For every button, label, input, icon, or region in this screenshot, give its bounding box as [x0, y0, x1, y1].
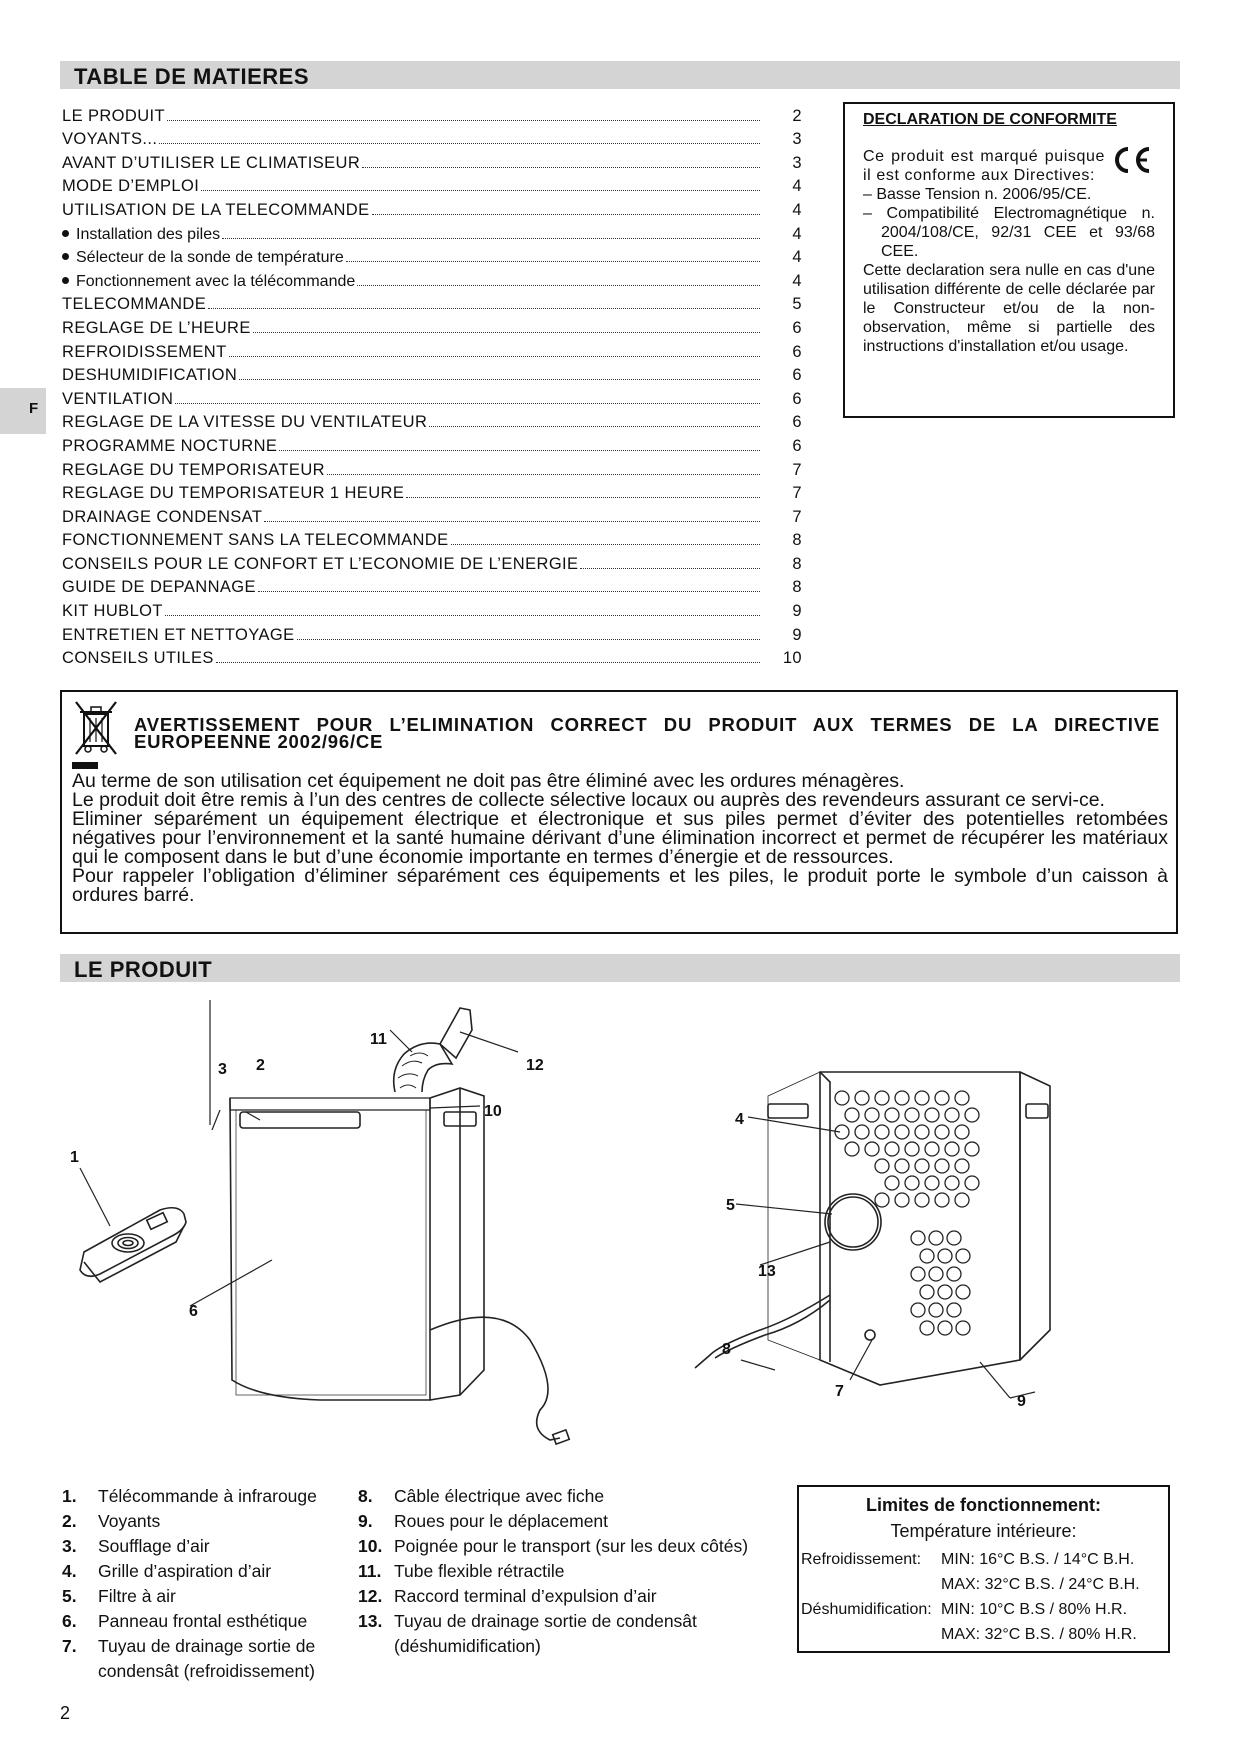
grille-hole: [885, 1108, 899, 1122]
toc-entry: [62, 196, 802, 220]
grille-hole: [875, 1091, 889, 1105]
product-diagram: [60, 1000, 1180, 1470]
toc-entry: [62, 432, 802, 456]
toc-entry: [62, 362, 802, 386]
limits-value: MIN: 16°C B.S. / 14°C B.H.: [941, 1550, 1135, 1568]
toc-entry-page: 6: [792, 318, 802, 337]
air-intake-grille-drawing: [835, 1091, 979, 1335]
caption-text: Grille d’aspiration d’air: [98, 1561, 272, 1581]
grille-hole: [905, 1108, 919, 1122]
grille-hole: [945, 1142, 959, 1156]
toc-entry: [62, 574, 802, 598]
toc-entry-label: [62, 295, 208, 314]
toc-entry-text: Fonctionnement avec la télécommande: [76, 272, 356, 290]
toc-entry-label: [62, 343, 229, 362]
declaration-footer: Cette declaration sera nulle en cas d'une utilisation différente de celle déclarée par le Constructeur et/ou de la non-observation, même si partielle des instructions d'installation et/ou usage.: [863, 262, 1155, 355]
toc-leader-dots: [165, 614, 760, 616]
toc-entry: [62, 291, 802, 315]
toc-entry: [62, 409, 802, 433]
toc-leader-dots: [208, 307, 760, 309]
toc-entry: [62, 480, 802, 504]
callout-1: 1: [70, 1149, 79, 1166]
toc-entry-page: 6: [792, 436, 802, 455]
toc-entry-label: [62, 107, 167, 126]
caption-text: condensât (refroidissement): [98, 1661, 315, 1681]
callout-10: 10: [484, 1103, 502, 1120]
toc-entry: [62, 173, 802, 197]
caption-text: (déshumidification): [394, 1636, 541, 1656]
limits-row: [801, 1597, 1169, 1622]
toc-entry-label: [62, 626, 297, 645]
caption-number: 4.: [62, 1561, 77, 1581]
caption-item: [358, 1634, 748, 1659]
toc-entry-page: 6: [792, 389, 802, 408]
grille-hole: [938, 1321, 952, 1335]
grille-hole: [905, 1142, 919, 1156]
toc-entry-label: [62, 366, 239, 385]
caption-text: Tuyau de drainage sortie de: [98, 1636, 316, 1656]
toc-entry-text: Sélecteur de la sonde de température: [76, 249, 344, 267]
caption-text: Panneau frontal esthétique: [98, 1611, 308, 1631]
toc-entry-page: 6: [792, 366, 802, 385]
captions-right-column: [358, 1484, 748, 1659]
toc-entry-page: 4: [792, 271, 802, 290]
caption-number: 8.: [358, 1486, 373, 1506]
toc-entry-text: ENTRETIEN ET NETTOYAGE: [62, 625, 295, 644]
grille-hole: [956, 1321, 970, 1335]
grille-hole: [929, 1267, 943, 1281]
callout-11: 11: [370, 1031, 387, 1048]
toc-entry-page: 4: [792, 200, 802, 219]
warning-paragraph-1: Au terme de son utilisation cet équipement ne doit pas être éliminé avec les ordures ménagères.: [72, 770, 905, 792]
toc-entry-page: 7: [792, 460, 802, 479]
grille-hole: [920, 1321, 934, 1335]
toc-leader-dots: [201, 189, 760, 191]
caption-number: 1.: [62, 1486, 77, 1506]
toc-entry-text: REFROIDISSEMENT: [62, 342, 227, 361]
toc-entry-text: PROGRAMME NOCTURNE: [62, 436, 278, 455]
ce-mark-icon: [1109, 144, 1153, 176]
caption-item: [62, 1584, 317, 1609]
front-unit-drawing: [230, 1008, 569, 1444]
grille-hole: [956, 1249, 970, 1263]
back-unit-drawing: [695, 1072, 1050, 1385]
caption-number: 11.: [358, 1561, 382, 1581]
caption-item: [62, 1509, 317, 1534]
grille-hole: [865, 1142, 879, 1156]
toc-entry-text: UTILISATION DE LA TELECOMMANDE: [62, 200, 370, 219]
caption-number: 3.: [62, 1536, 77, 1556]
toc-entry-text: REGLAGE DU TEMPORISATEUR: [62, 460, 325, 479]
grille-hole: [935, 1193, 949, 1207]
toc-entry-label: [62, 249, 346, 267]
grille-hole: [945, 1176, 959, 1190]
grille-hole: [895, 1159, 909, 1173]
grille-hole: [947, 1231, 961, 1245]
grille-hole: [915, 1193, 929, 1207]
grille-hole: [925, 1108, 939, 1122]
grille-hole: [920, 1249, 934, 1263]
toc-leader-dots: [239, 378, 760, 380]
callout-6: 6: [189, 1303, 198, 1320]
grille-hole: [895, 1091, 909, 1105]
caption-text: Télécommande à infrarouge: [98, 1486, 317, 1506]
warning-underline-bar: [72, 762, 98, 769]
toc-entry-page: 5: [792, 295, 802, 314]
warning-paragraph-2: Le produit doit être remis à l’un des centres de collecte sélective locaux ou auprès des revendeurs assurant ce servi-ce.: [72, 789, 1105, 811]
toc-entry: [62, 267, 802, 291]
caption-text: Tube flexible rétractile: [394, 1561, 565, 1581]
caption-number: 13.: [358, 1611, 383, 1631]
toc-entry-label: [62, 602, 165, 621]
declaration-item-1: – Basse Tension n. 2006/95/CE.: [863, 186, 1092, 203]
toc-entry-text: KIT HUBLOT: [62, 602, 163, 621]
toc-entry-text: REGLAGE DU TEMPORISATEUR 1 HEURE: [62, 484, 405, 503]
toc-leader-dots: [159, 142, 760, 144]
product-section-bar: [60, 954, 1180, 982]
toc-entry: [62, 314, 802, 338]
toc-entry-label: [62, 390, 175, 409]
caption-text: Raccord terminal d’expulsion d’air: [394, 1586, 657, 1606]
callout-13: 13: [758, 1263, 776, 1280]
limits-row: [801, 1547, 1169, 1572]
toc-entry-text: CONSEILS POUR LE CONFORT ET L’ECONOMIE DE L’ENERGIE: [62, 554, 579, 573]
grille-hole: [947, 1303, 961, 1317]
grille-hole: [935, 1091, 949, 1105]
toc-entry-text: VOYANTS...: [62, 130, 158, 149]
bullet-icon: [62, 230, 69, 237]
grille-hole: [929, 1231, 943, 1245]
toc-entry: [62, 503, 802, 527]
toc-entry-page: 2: [792, 106, 802, 125]
grille-hole: [925, 1176, 939, 1190]
toc-entry-label: [62, 130, 159, 149]
toc-leader-dots: [167, 119, 760, 121]
toc-entry-label: [62, 201, 372, 220]
toc-entry-page: 8: [792, 531, 802, 550]
grille-hole: [915, 1159, 929, 1173]
disposal-warning-body: [72, 772, 1168, 905]
grille-hole: [955, 1159, 969, 1173]
grille-hole: [938, 1249, 952, 1263]
toc-entry-text: TELECOMMANDE: [62, 295, 207, 314]
grille-hole: [845, 1108, 859, 1122]
caption-item: [62, 1559, 317, 1584]
grille-hole: [895, 1193, 909, 1207]
toc-leader-dots: [279, 449, 760, 451]
grille-hole: [865, 1108, 879, 1122]
caption-number: 12.: [358, 1586, 383, 1606]
operating-limits-box: [797, 1485, 1170, 1653]
toc-leader-dots: [175, 402, 760, 404]
grille-hole: [885, 1176, 899, 1190]
caption-item: [62, 1484, 317, 1509]
toc-entry-page: 7: [792, 507, 802, 526]
toc-entry-label: [62, 273, 357, 291]
toc-entry-text: GUIDE DE DEPANNAGE: [62, 578, 256, 597]
toc-entry-label: [62, 578, 258, 597]
callout-8: 8: [722, 1341, 731, 1358]
caption-number: 9.: [358, 1511, 373, 1531]
caption-number: 7.: [62, 1636, 77, 1656]
toc-entry: [62, 645, 802, 669]
grille-hole: [915, 1091, 929, 1105]
caption-text: Poignée pour le transport (sur les deux côtés): [394, 1536, 749, 1556]
callout-12: 12: [526, 1057, 544, 1074]
grille-hole: [956, 1285, 970, 1299]
grille-hole: [911, 1231, 925, 1245]
limits-mode: Refroidissement:: [801, 1550, 922, 1568]
language-tab: [0, 388, 46, 434]
toc-leader-dots: [406, 496, 760, 498]
callout-2: 2: [256, 1057, 265, 1074]
caption-item: [62, 1634, 317, 1659]
toc-entry: [62, 126, 802, 150]
toc-entry-page: 8: [792, 578, 802, 597]
limits-value: MAX: 32°C B.S. / 80% H.R.: [941, 1625, 1137, 1643]
grille-hole: [920, 1285, 934, 1299]
toc-entry-text: REGLAGE DE LA VITESSE DU VENTILATEUR: [62, 413, 428, 432]
toc-leader-dots: [229, 355, 760, 357]
table-of-contents: [62, 102, 802, 668]
toc-leader-dots: [253, 331, 760, 333]
grille-hole: [955, 1125, 969, 1139]
toc-entry-text: FONCTIONNEMENT SANS LA TELECOMMANDE: [62, 531, 449, 550]
disposal-warning-box: [60, 690, 1178, 934]
caption-number: [62, 1659, 98, 1684]
toc-entry: [62, 385, 802, 409]
toc-entry-text: AVANT D’UTILISER LE CLIMATISEUR: [62, 153, 361, 172]
declaration-box: [843, 102, 1175, 418]
toc-entry: [62, 102, 802, 126]
toc-entry: [62, 338, 802, 362]
declaration-item-2: – Compatibilité Electromagnétique n. 2004/108/CE, 92/31 CEE et 93/68 CEE.: [863, 205, 1155, 260]
toc-leader-dots: [327, 473, 760, 475]
bullet-icon: [62, 277, 69, 284]
toc-entry-text: DRAINAGE CONDENSAT: [62, 507, 263, 526]
callout-7: 7: [835, 1383, 844, 1400]
toc-entry-label: [62, 177, 201, 196]
disposal-warning-title: AVERTISSEMENT POUR L’ELIMINATION CORRECT DU PRODUIT AUX TERMES DE LA DIRECTIVE EUROPEENNE 2002/96/CE: [134, 714, 1160, 752]
warning-paragraph-3: Eliminer séparément un équipement électrique et électronique et sus piles permet d’éviter des potentielles retombées négatives pour l’environnement et la santé humaine dérivant d’une élimination incorrect et permet de récupérer les matériaux qui le composent dans le but d’une économie importante en termes d’énergie et de ressources.: [72, 808, 1168, 868]
toc-entry-text: MODE D’EMPLOI: [62, 177, 200, 196]
caption-item: [358, 1534, 748, 1559]
grille-hole: [925, 1142, 939, 1156]
caption-item: [358, 1559, 748, 1584]
grille-hole: [935, 1125, 949, 1139]
captions-left-column: [62, 1484, 317, 1684]
limits-row: [801, 1572, 1169, 1597]
toc-entry-page: 10: [782, 649, 802, 668]
grille-hole: [911, 1303, 925, 1317]
toc-entry: [62, 597, 802, 621]
toc-leader-dots: [429, 425, 760, 427]
toc-entry-page: 3: [792, 153, 802, 172]
caption-text: Filtre à air: [98, 1586, 176, 1606]
grille-hole: [885, 1142, 899, 1156]
toc-entry-label: [62, 154, 362, 173]
grille-hole: [935, 1159, 949, 1173]
toc-entry: [62, 527, 802, 551]
grille-hole: [965, 1142, 979, 1156]
toc-entry-page: 9: [792, 625, 802, 644]
crossed-bin-icon: [72, 698, 120, 756]
grille-hole: [855, 1091, 869, 1105]
toc-entry-label: [62, 226, 222, 244]
limits-rows: [801, 1547, 1169, 1647]
caption-text: Voyants: [98, 1511, 161, 1531]
page-number: 2: [60, 1703, 71, 1723]
limits-subtitle: Température intérieure:: [890, 1521, 1077, 1541]
toc-entry-page: 7: [792, 484, 802, 503]
leader-lines: [80, 1000, 1035, 1398]
remote-control-drawing: [80, 1208, 186, 1282]
toc-leader-dots: [362, 166, 760, 168]
caption-number: 2.: [62, 1511, 77, 1531]
grille-hole: [911, 1267, 925, 1281]
toc-entry-text: VENTILATION: [62, 389, 174, 408]
toc-entry-label: [62, 413, 429, 432]
toc-leader-dots: [580, 567, 760, 569]
toc-entry-text: CONSEILS UTILES: [62, 649, 214, 668]
grille-hole: [875, 1159, 889, 1173]
toc-leader-dots: [222, 237, 760, 239]
toc-leader-dots: [346, 260, 760, 262]
toc-entry-label: [62, 531, 451, 550]
grille-hole: [929, 1303, 943, 1317]
caption-item: [358, 1584, 748, 1609]
caption-number: 5.: [62, 1586, 77, 1606]
toc-entry-page: 4: [792, 177, 802, 196]
caption-item: [358, 1609, 748, 1634]
toc-section-bar: [60, 61, 1180, 89]
toc-entry: [62, 550, 802, 574]
bullet-icon: [62, 253, 69, 260]
caption-item: [358, 1509, 748, 1534]
grille-hole: [845, 1142, 859, 1156]
caption-item: [62, 1659, 317, 1684]
grille-hole: [955, 1091, 969, 1105]
toc-leader-dots: [297, 638, 760, 640]
grille-hole: [945, 1108, 959, 1122]
grille-hole: [835, 1091, 849, 1105]
toc-entry-label: [62, 649, 216, 668]
toc-entry-page: 6: [792, 413, 802, 432]
toc-title: TABLE DE MATIERES: [74, 64, 310, 89]
grille-hole: [855, 1125, 869, 1139]
toc-entry: [62, 220, 802, 244]
language-tab-label: F: [29, 400, 39, 417]
toc-leader-dots: [216, 661, 760, 663]
callout-3: 3: [218, 1061, 227, 1078]
limits-row: [801, 1622, 1169, 1647]
toc-entry-page: 6: [792, 342, 802, 361]
toc-entry: [62, 149, 802, 173]
caption-item: [62, 1609, 317, 1634]
caption-item: [358, 1484, 748, 1509]
grille-hole: [955, 1193, 969, 1207]
toc-leader-dots: [357, 284, 760, 286]
toc-entry-label: [62, 508, 264, 527]
caption-number: 6.: [62, 1611, 77, 1631]
product-title: LE PRODUIT: [74, 957, 213, 982]
limits-mode: Déshumidification:: [801, 1600, 932, 1618]
toc-entry-page: 3: [792, 130, 802, 149]
toc-entry: [62, 456, 802, 480]
grille-hole: [875, 1125, 889, 1139]
caption-item: [62, 1534, 317, 1559]
toc-leader-dots: [264, 520, 760, 522]
grille-hole: [965, 1108, 979, 1122]
grille-hole: [938, 1285, 952, 1299]
caption-text: Roues pour le déplacement: [394, 1511, 609, 1531]
grille-hole: [905, 1176, 919, 1190]
limits-value: MAX: 32°C B.S. / 24°C B.H.: [941, 1575, 1140, 1593]
toc-entry: [62, 621, 802, 645]
caption-number: 10.: [358, 1536, 383, 1556]
toc-entry-label: [62, 555, 580, 574]
toc-entry-page: 8: [792, 554, 802, 573]
grille-hole: [965, 1176, 979, 1190]
grille-hole: [915, 1125, 929, 1139]
toc-entry-text: DESHUMIDIFICATION: [62, 366, 238, 385]
toc-entry-text: Installation des piles: [76, 225, 221, 243]
toc-leader-dots: [372, 213, 760, 215]
toc-entry-page: 4: [792, 248, 802, 267]
toc-leader-dots: [258, 590, 760, 592]
caption-number: [358, 1634, 394, 1659]
caption-text: Câble électrique avec fiche: [394, 1486, 605, 1506]
toc-entry-label: [62, 319, 253, 338]
toc-entry-page: 9: [792, 602, 802, 621]
grille-hole: [895, 1125, 909, 1139]
toc-entry-text: LE PRODUIT: [62, 106, 166, 125]
warning-paragraph-4: Pour rappeler l’obligation d’éliminer séparément ces équipements et les piles, le produit porte le symbole d’un caisson à ordures barré.: [72, 865, 1168, 906]
limits-title: Limites de fonctionnement:: [865, 1495, 1101, 1515]
toc-entry: [62, 244, 802, 268]
declaration-intro: Ce produit est marqué puisque il est conforme aux Directives:: [863, 148, 1105, 184]
callout-9: 9: [1017, 1393, 1026, 1410]
declaration-title: DECLARATION DE CONFORMITE: [863, 111, 1117, 128]
toc-entry-text: REGLAGE DE L’HEURE: [62, 318, 251, 337]
grille-hole: [875, 1193, 889, 1207]
toc-entry-label: [62, 461, 327, 480]
limits-value: MIN: 10°C B.S / 80% H.R.: [941, 1600, 1128, 1618]
toc-entry-label: [62, 484, 406, 503]
toc-entry-label: [62, 437, 279, 456]
caption-text: Tuyau de drainage sortie de condensât: [394, 1611, 697, 1631]
callout-5: 5: [726, 1197, 735, 1214]
toc-entry-page: 4: [792, 224, 802, 243]
grille-hole: [947, 1267, 961, 1281]
caption-text: Soufflage d’air: [98, 1536, 210, 1556]
callout-4: 4: [735, 1111, 744, 1128]
toc-leader-dots: [451, 543, 760, 545]
